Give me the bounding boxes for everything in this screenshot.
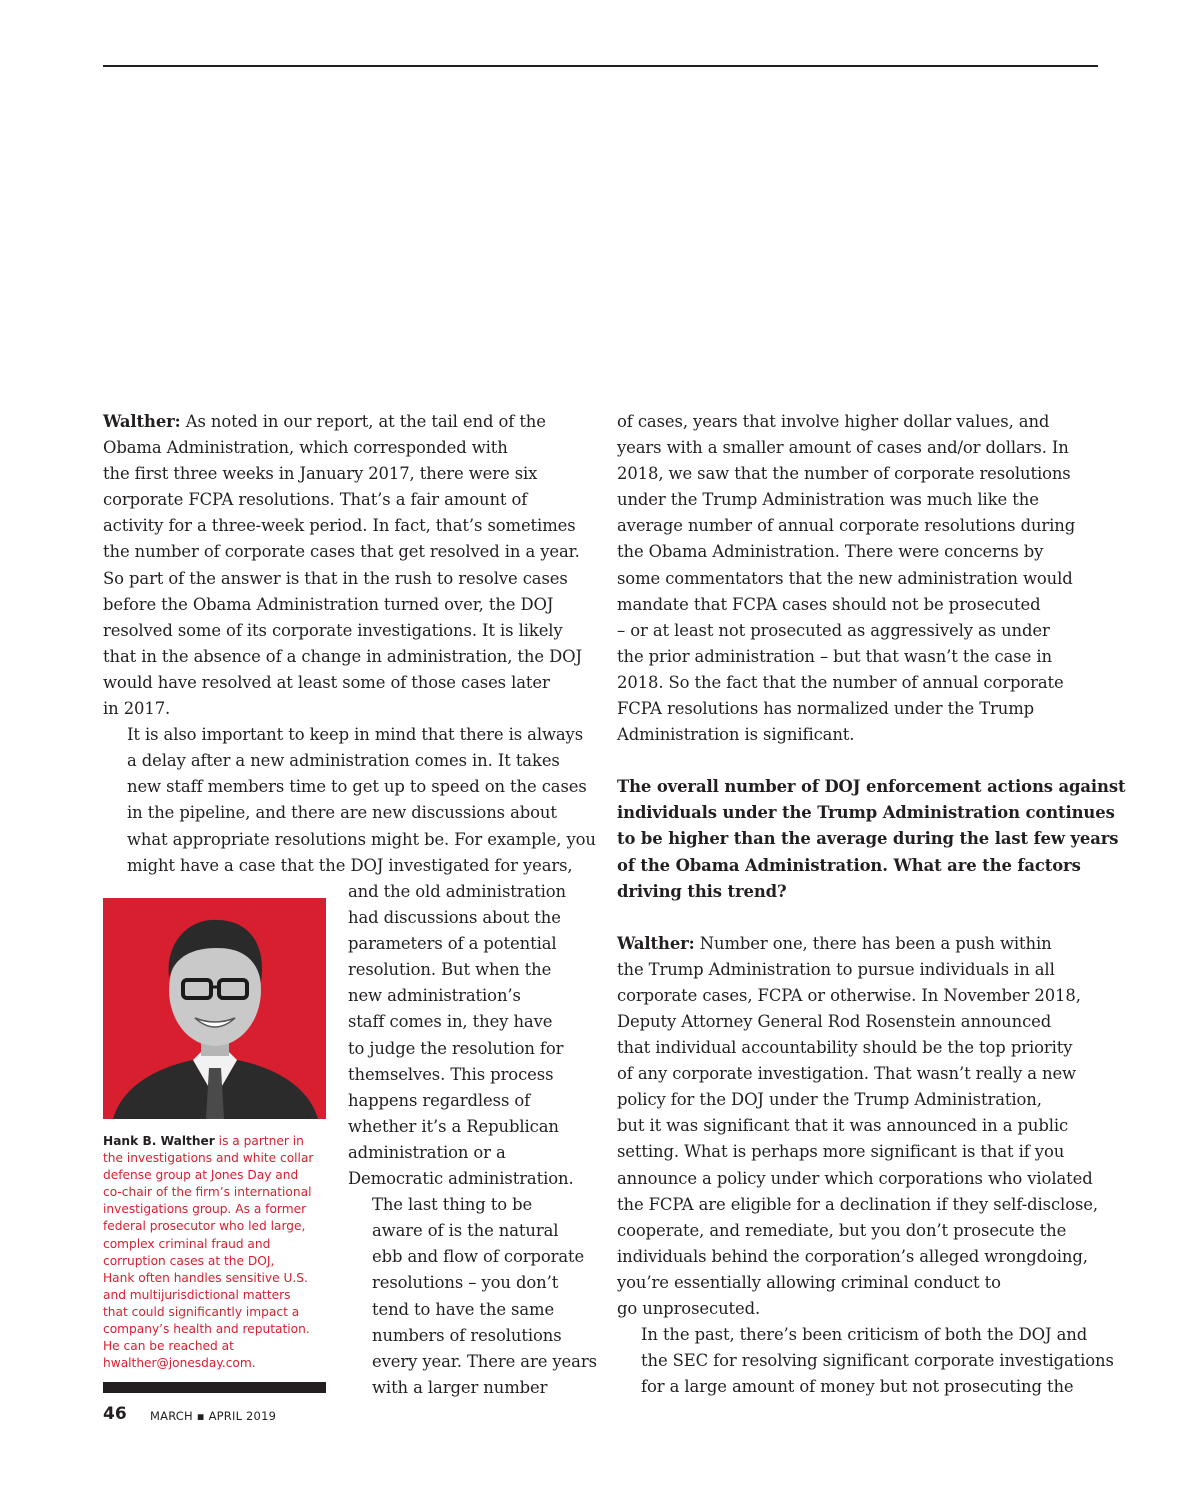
text-line: activity for a three-week period. In fact, that’s sometimes [103, 516, 576, 536]
text-line: FCPA resolutions has normalized under the Trump [617, 699, 1035, 719]
text-line: in the pipeline, and there are new discussions about [127, 803, 557, 823]
answer-paragraph-2-continued [348, 879, 588, 1192]
text-line: parameters of a potential [348, 934, 557, 954]
text-line: Deputy Attorney General Rod Rosenstein announced [617, 1011, 1052, 1031]
text-line: years with a smaller amount of cases and/or dollars. In [617, 438, 1069, 458]
text-line: that individual accountability should be the top priority [617, 1038, 1073, 1058]
text-line: what appropriate resolutions might be. For example, you [127, 829, 596, 849]
text-line: to judge the resolution for [348, 1038, 564, 1058]
text-line: for a large amount of money but not prosecuting the [641, 1377, 1074, 1397]
text-line: investigations group. As a former [103, 1202, 307, 1217]
text-line: happens regardless of [348, 1090, 531, 1110]
bio-name: Hank B. Walther [103, 1134, 215, 1148]
portrait-image [103, 898, 326, 1119]
text-line: defense group at Jones Day and [103, 1168, 299, 1183]
interview-question [617, 774, 1126, 904]
text-line: co-chair of the firm’s international [103, 1185, 312, 1200]
answer-paragraph-3 [348, 1192, 597, 1401]
text-line: resolved some of its corporate investigations. It is likely [103, 620, 563, 640]
text-line: before the Obama Administration turned over, the DOJ [103, 594, 554, 614]
text-line: that could significantly impact a [103, 1304, 300, 1319]
bio-rule [103, 1382, 326, 1393]
text-line: to be higher than the average during the last few years [617, 829, 1119, 849]
text-line: numbers of resolutions [372, 1325, 562, 1345]
text-line: in 2017. [103, 699, 171, 719]
text-line: corporate FCPA resolutions. That’s a fair amount of [103, 490, 528, 510]
text-line: whether it’s a Republican [348, 1116, 559, 1136]
text-line: of cases, years that involve higher dollar values, and [617, 412, 1050, 431]
text-line: themselves. This process [348, 1064, 554, 1084]
text-line: federal prosecutor who led large, [103, 1219, 306, 1234]
text-line: In the past, there’s been criticism of both the DOJ and [641, 1325, 1088, 1345]
text-line: mandate that FCPA cases should not be prosecuted [617, 594, 1041, 614]
text-line: average number of annual corporate resolutions during [617, 516, 1076, 536]
text-line: you’re essentially allowing criminal conduct to [617, 1272, 1001, 1292]
answer-paragraph-1 [103, 409, 583, 722]
text-line: new administration’s [348, 986, 521, 1006]
text-line: Administration is significant. [617, 725, 855, 745]
text-line: tend to have the same [372, 1299, 555, 1319]
text-line: and multijurisdictional matters [103, 1287, 291, 1302]
text-line: under the Trump Administration was much like the [617, 490, 1039, 510]
left-column-upper [103, 409, 596, 879]
text-line: a delay after a new administration comes in. It takes [127, 751, 560, 771]
author-bio [103, 1133, 328, 1372]
text-line: the number of corporate cases that get resolved in a year. [103, 542, 580, 562]
text-line: The last thing to be [372, 1195, 533, 1215]
text-line: and the old administration [348, 882, 567, 901]
text-line: 2018. So the fact that the number of annual corporate [617, 672, 1064, 692]
text-line: had discussions about the [348, 908, 561, 928]
text-line: that in the absence of a change in administration, the DOJ [103, 646, 582, 666]
text-line: administration or a [348, 1142, 506, 1162]
text-line: ebb and flow of corporate [372, 1247, 585, 1267]
text-line: individuals under the Trump Administration continues [617, 803, 1115, 823]
text-line: 2018, we saw that the number of corporate resolutions [617, 464, 1071, 484]
answer-4-text [617, 934, 1098, 1318]
text-line: with a larger number [372, 1377, 548, 1397]
text-line: Hank often handles sensitive U.S. [103, 1270, 308, 1285]
answer-paragraph-4 [617, 931, 1102, 1322]
text-line: company’s health and reputation. [103, 1322, 310, 1337]
text-line: Democratic administration. [348, 1169, 574, 1189]
text-line: corruption cases at the DOJ, [103, 1253, 275, 1268]
text-line: would have resolved at least some of those cases later [103, 672, 550, 692]
answer-1-text [103, 412, 582, 718]
text-line: Obama Administration, which corresponded with [103, 438, 508, 458]
text-line: hwalther@jonesday.com. [103, 1356, 256, 1371]
text-line: is a partner in [214, 1134, 304, 1148]
text-line: So part of the answer is that in the rush to resolve cases [103, 568, 568, 588]
text-line: The overall number of DOJ enforcement actions against [617, 777, 1126, 797]
text-line: the first three weeks in January 2017, there were six [103, 464, 538, 484]
left-column-inner [348, 879, 597, 1401]
text-line: the prior administration – but that wasn’t the case in [617, 646, 1052, 666]
text-line: the FCPA are eligible for a declination if they self-disclose, [617, 1194, 1098, 1214]
speaker-label: Walther: [617, 933, 695, 953]
page-number: 46 [103, 1404, 127, 1424]
text-line: Number one, there has been a push within [694, 933, 1052, 953]
text-line: of any corporate investigation. That wasn’t really a new [617, 1064, 1076, 1084]
text-line: He can be reached at [103, 1339, 234, 1354]
answer-paragraph-continued [617, 409, 1102, 748]
text-line: the Trump Administration to pursue individuals in all [617, 959, 1055, 979]
text-line: cooperate, and remediate, but you don’t prosecute the [617, 1220, 1067, 1240]
text-line: As noted in our report, at the tail end of the [180, 412, 546, 431]
text-line: corporate cases, FCPA or otherwise. In November 2018, [617, 985, 1081, 1005]
text-line: It is also important to keep in mind that there is always [127, 725, 584, 745]
top-rule [103, 65, 1098, 67]
text-line: staff comes in, they have [348, 1012, 553, 1032]
text-line: the Obama Administration. There were concerns by [617, 542, 1044, 562]
text-line: every year. There are years [372, 1351, 597, 1371]
text-line: aware of is the natural [372, 1221, 559, 1241]
text-line: go unprosecuted. [617, 1299, 761, 1318]
text-line: driving this trend? [617, 881, 787, 901]
bio-text [103, 1134, 313, 1370]
text-line: of the Obama Administration. What are the factors [617, 855, 1081, 875]
text-line: new staff members time to get up to speed on the cases [127, 777, 587, 797]
speaker-label: Walther: [103, 412, 181, 431]
text-line: resolutions – you don’t [372, 1273, 559, 1293]
text-line: announce a policy under which corporations who violated [617, 1168, 1093, 1188]
right-column [617, 409, 1126, 1400]
answer-paragraph-5 [617, 1322, 1114, 1400]
text-line: policy for the DOJ under the Trump Administration, [617, 1090, 1042, 1110]
text-line: individuals behind the corporation’s alleged wrongdoing, [617, 1246, 1088, 1266]
text-line: some commentators that the new administration would [617, 568, 1073, 588]
issue-date: MARCH ▪ APRIL 2019 [150, 1409, 277, 1423]
text-line: the SEC for resolving significant corporate investigations [641, 1351, 1114, 1371]
text-line: resolution. But when the [348, 960, 552, 980]
author-portrait [103, 898, 326, 1119]
text-line: but it was significant that it was announced in a public [617, 1116, 1069, 1136]
text-line: complex criminal fraud and [103, 1236, 271, 1251]
answer-paragraph-2 [103, 722, 596, 879]
text-line: setting. What is perhaps more significant is that if you [617, 1142, 1065, 1162]
text-line: – or at least not prosecuted as aggressively as under [617, 620, 1050, 640]
text-line: might have a case that the DOJ investigated for years, [127, 855, 573, 875]
text-line: the investigations and white collar [103, 1151, 314, 1166]
